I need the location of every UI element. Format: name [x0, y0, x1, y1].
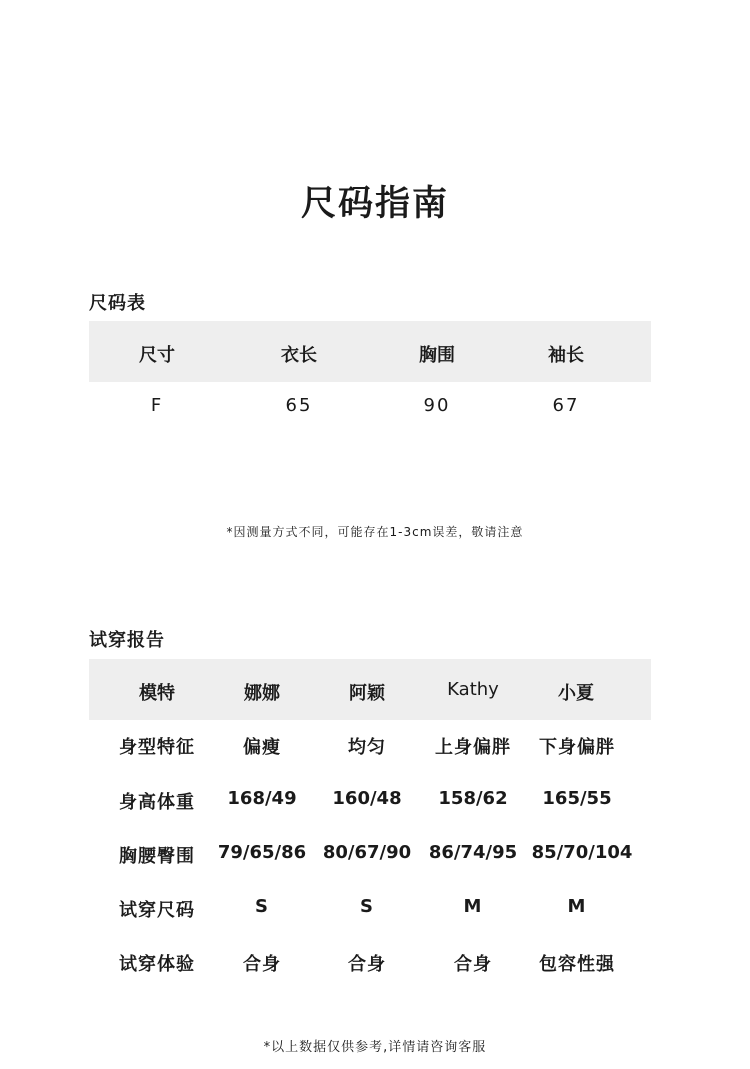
size-chart-cell: 90	[423, 395, 451, 416]
fit-report-cell: 160/48	[332, 788, 402, 809]
fit-report-cell: 上身偏胖	[435, 737, 511, 758]
fit-report-cell: 合身	[348, 954, 386, 975]
size-chart-cell: 65	[285, 395, 313, 416]
footer-note: *以上数据仅供参考,详情请咨询客服	[263, 1040, 487, 1055]
fit-report-header-cell: 阿颖	[349, 683, 385, 704]
fit-report-row-label: 身型特征	[119, 737, 195, 758]
fit-report-header-cell: 小夏	[558, 683, 594, 704]
fit-report-cell: S	[255, 896, 269, 917]
fit-report-row-label: 试穿体验	[119, 954, 195, 975]
fit-report-row-label: 试穿尺码	[119, 900, 195, 921]
size-chart-label: 尺码表	[89, 293, 146, 314]
fit-report-label: 试穿报告	[89, 630, 165, 651]
size-chart-header-cell: 尺寸	[139, 345, 175, 366]
fit-report-cell: M	[463, 896, 483, 917]
size-chart-header-cell: 胸围	[419, 345, 455, 366]
fit-report-header-cell: Kathy	[447, 679, 499, 700]
size-chart-header-cell: 袖长	[548, 345, 584, 366]
fit-report-header-cell: 模特	[139, 683, 175, 704]
fit-report-cell: 158/62	[438, 788, 508, 809]
fit-report-cell: 偏瘦	[243, 737, 281, 758]
fit-report-header-row	[89, 659, 651, 720]
fit-report-cell: 79/65/86	[217, 842, 307, 863]
fit-report-header-cell: 娜娜	[244, 683, 280, 704]
fit-report-cell: 下身偏胖	[539, 737, 615, 758]
size-chart-header-row	[89, 321, 651, 382]
fit-report-cell: 包容性强	[539, 954, 615, 975]
fit-report-cell: 86/74/95	[428, 842, 518, 863]
size-chart-cell: F	[150, 395, 164, 416]
fit-report-cell: 165/55	[542, 788, 612, 809]
fit-report-cell: M	[567, 896, 587, 917]
fit-report-cell: 均匀	[348, 737, 386, 758]
fit-report-cell: 168/49	[227, 788, 297, 809]
fit-report-row-label: 身高体重	[119, 792, 195, 813]
size-chart-cell: 67	[552, 395, 580, 416]
fit-report-row-label: 胸腰臀围	[119, 846, 195, 867]
size-chart-note: *因测量方式不同，可能存在1-3cm误差，敬请注意	[226, 525, 524, 539]
page-title: 尺码指南	[300, 184, 449, 224]
fit-report-cell: 80/67/90	[322, 842, 412, 863]
fit-report-cell: 85/70/104	[531, 842, 633, 863]
fit-report-cell: 合身	[243, 954, 281, 975]
size-chart-header-cell: 衣长	[281, 345, 317, 366]
fit-report-cell: 合身	[454, 954, 492, 975]
fit-report-cell: S	[360, 896, 374, 917]
